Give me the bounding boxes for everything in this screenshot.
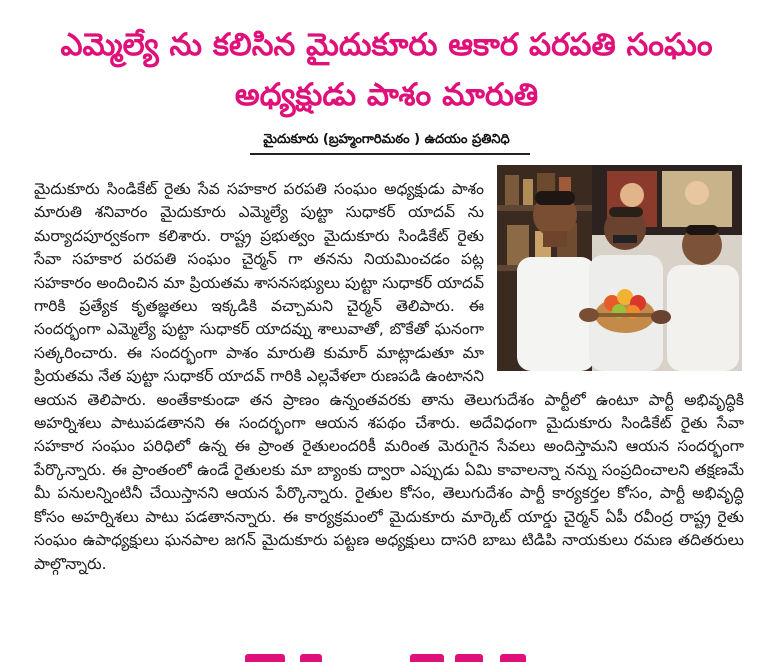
article-body	[34, 178, 744, 576]
dateline-underline	[250, 153, 530, 155]
next-headline-cropped	[0, 652, 773, 662]
photo-wrap-spacer	[484, 178, 744, 381]
article-text: మైదుకూరు సిండికేట్ రైతు సేవ సహకార పరపతి సంఘం అధ్యక్షుడు పాశం మారుతి శనివారం మైదుకూరు ఎమ్మెల్యే పుట్టా సుధాకర్ యాదవ్ ను మర్యాదపూర్వకంగా కలిశారు. రాష్ట్ర ప్రభుత్వం మైదుకూరు సిండికేట్ రైతు సేవా సహకార పరపతి సంఘం చైర్మన్ గా తనను నియమించడం పట్ల సహకారం అందించిన మా ప్రియతమ శాసనసభ్యులు పుట్టా సుధాకర్ యాదవ్ గారికి ప్రత్యేక కృతజ్ఞతలు ఇక్కడికి వచ్చామని చైర్మన్ తెలిపారు. ఈ సందర్భంగా ఎమ్మెల్యే పుట్టా సుధాకర్ యాదవ్ను శాలువాతో, బొకేతో ఘనంగా సత్కరించారు. ఈ సందర్భంగా పాశం మారుతి కుమార్ మాట్లాడుతూ మా ప్రియతమ నేత పుట్టా సుధాకర్ యాదవ్ గారికి ఎల్లవేళలా రుణపడి ఉంటానని ఆయన తెలిపారు. అంతేకాకుండా తన ప్రాణం ఉన్నంతవరకు తాను తెలుగుదేశం పార్టీలో ఉంటూ పార్టీ అభివృద్ధికి అహర్నిశలు పాటుపడతానని ఈ సందర్భంగా ఆయన శపథం చేశారు. అదేవిధంగా మైదుకూరు సిండికేట్ రైతు సేవా సహకార సంఘం పరిధిలో ఉన్న ఈ ప్రాంత రైతులందరికీ మరింత మెరుగైన సేవలు అందిస్తామని ఆయన సందర్భంగా పేర్కొన్నారు. ఈ ప్రాంతంలో ఉండే రైతులకు మా బ్యాంకు ద్వారా ఎప్పుడు ఏమి కావాలన్నా నన్ను సంప్రదించాలని తక్షణమే మీ పనులన్నింటినీ చేయిస్తానని ఆయన పేర్కొన్నారు. రైతుల కోసం, తెలుగుదేశం పార్టీ కార్యకర్తల కోసం, పార్టీ అభివృద్ధి కోసం అహర్నిశలు పాటు పడతానన్నారు. ఈ కార్యక్రమంలో మైదుకూరు మార్కెట్ యార్డు చైర్మన్ ఏపీ రవీంద్ర రాష్ట్ర రైతు సంఘం ఉపాధ్యక్షులు ఘనపాల జగన్ మైదుకూరు పట్టణ అధ్యక్షులు దాసరి బాబు టిడిపి నాయకులు రమణ తదితరులు పాల్గొన్నారు.	[34, 180, 744, 573]
dateline: మైదుకూరు (బ్రహ్మంగారిమఠం ) ఉదయం ప్రతినిధి	[263, 132, 510, 147]
headline-line-1: ఎమ్మెల్యే ను కలిసిన మైదుకూరు ఆకార పరపతి సంఘం	[60, 27, 713, 63]
headline-line-2: అధ్యక్షుడు పాశం మారుతి	[234, 77, 539, 113]
